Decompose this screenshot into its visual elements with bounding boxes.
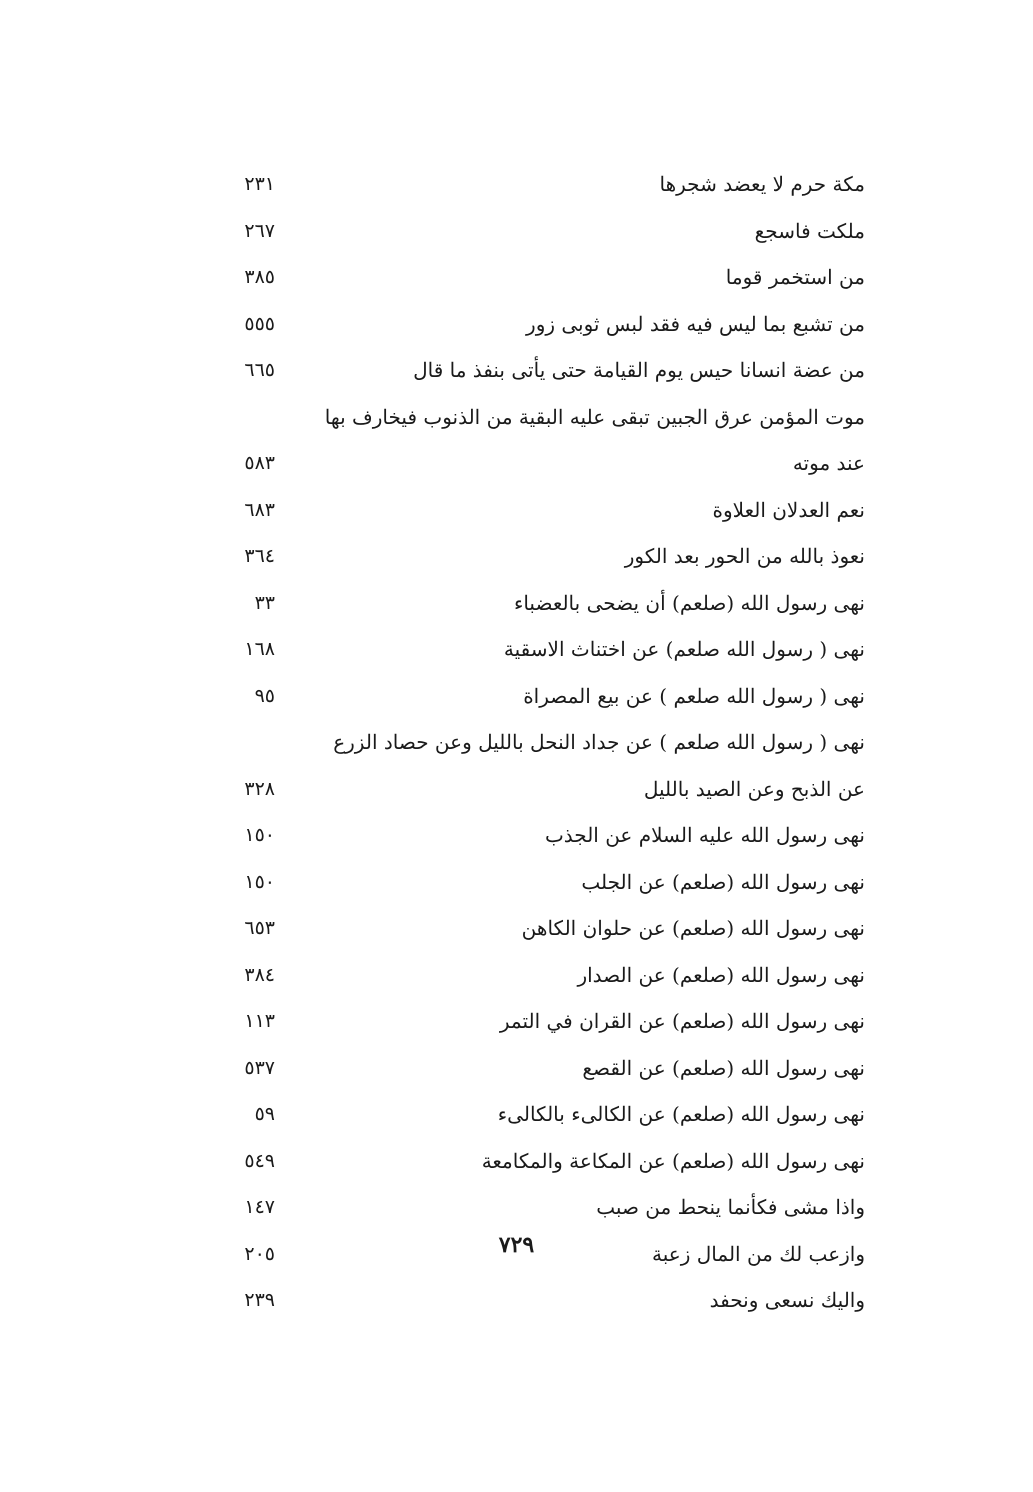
index-entry (215, 1047, 865, 1094)
entry-text: نهى ( رسول الله صلعم) عن اختناث الاسقية (503, 637, 865, 661)
index-entry (215, 396, 865, 443)
page-number: ٧٢٩ (498, 1232, 535, 1258)
entry-page-number: ٢٣٩ (244, 1289, 275, 1311)
entry-text: من عضة انسانا حيس يوم القيامة حتى يأتى بنفذ ما قال (413, 358, 865, 382)
index-entry (215, 861, 865, 908)
entry-text: موت المؤمن عرق الجبين تبقى عليه البقية من الذنوب فيخارف بها (324, 404, 865, 429)
entry-page-number: ٢٦٧ (244, 219, 275, 242)
entry-page-number: ٣٢٨ (244, 777, 275, 800)
entry-text: عن الذبح وعن الصيد بالليل (643, 776, 865, 801)
entry-text: نهى رسول الله (صلعم) عن الكالىء بالكالىء (497, 1102, 865, 1126)
index-entry (215, 907, 865, 954)
entry-page-number: ٥٨٣ (244, 452, 275, 474)
entry-text: نهى ( رسول الله صلعم ) عن جداد النحل بالليل وعن حصاد الزرع (333, 730, 865, 754)
index-entry (215, 489, 865, 536)
entry-text: ملكت فاسجع (754, 218, 865, 243)
entry-text: مكة حرم لا يعضد شجرها (659, 172, 865, 196)
entry-text: من تشبع بما ليس فيه فقد لبس ثوبى زور (526, 311, 865, 336)
entry-page-number: ٦٦٥ (244, 359, 275, 381)
entry-text: نهى رسول الله (صلعم) عن الصدار (577, 962, 865, 987)
entry-page-number: ٢٠٥ (244, 1242, 275, 1265)
index-entry (215, 1093, 865, 1140)
entry-page-number: ٥٤٩ (244, 1149, 275, 1172)
index-entry (215, 256, 865, 303)
entry-page-number: ٥٥٥ (244, 312, 275, 335)
index-entry (215, 814, 865, 861)
entry-page-number: ٥٩ (254, 1103, 275, 1125)
index-entry (215, 628, 865, 675)
index-entry (215, 210, 865, 257)
index-entry (215, 582, 865, 629)
index-entry (215, 768, 865, 815)
entry-page-number: ٣٨٤ (244, 963, 275, 986)
entry-text: واذا مشى فكأنما ينحط من صبب (596, 1195, 865, 1219)
index-entry (215, 535, 865, 582)
entry-text: نعم العدلان العلاوة (712, 497, 865, 522)
entry-page-number: ٣٣ (254, 591, 275, 614)
index-entry (215, 954, 865, 1001)
index-entry (215, 1000, 865, 1047)
entry-page-number: ١٥٠ (244, 870, 275, 893)
index-entry (215, 675, 865, 722)
index-entry (215, 349, 865, 396)
entry-text: نهى ( رسول الله صلعم ) عن بيع المصراة (523, 683, 865, 708)
entry-text: نهى رسول الله (صلعم) عن القران في التمر (499, 1009, 865, 1033)
index-entry (215, 1140, 865, 1187)
entry-text: واليك نسعى ونحفد (709, 1288, 865, 1312)
index-entry (215, 1186, 865, 1233)
entry-text: وازعب لك من المال زعبة (652, 1241, 865, 1266)
index-entry (215, 442, 865, 489)
entry-page-number: ١٤٧ (244, 1196, 275, 1218)
entry-page-number: ٦٥٣ (244, 917, 275, 939)
entry-page-number: ٢٣١ (244, 173, 275, 195)
entry-text: نعوذ بالله من الحور بعد الكور (624, 544, 865, 568)
entry-page-number: ١٥٠ (244, 824, 275, 846)
entry-text: نهى رسول الله (صلعم) عن القصع (582, 1055, 865, 1080)
entry-page-number: ٦٨٣ (244, 498, 275, 521)
index-list (215, 163, 865, 1326)
index-entry (215, 163, 865, 210)
entry-text: من استخمر قوما (725, 265, 865, 289)
entry-page-number: ١٦٨ (244, 638, 275, 660)
entry-text: نهى رسول الله عليه السلام عن الجذب (544, 823, 865, 847)
index-entry (215, 721, 865, 768)
entry-page-number: ٣٨٥ (244, 266, 275, 288)
entry-text: نهى رسول الله (صلعم) عن حلوان الكاهن (521, 916, 865, 940)
index-entry (215, 303, 865, 350)
entry-text: عند موته (792, 451, 865, 475)
entry-text: نهى رسول الله (صلعم) عن الجلب (581, 869, 865, 894)
entry-page-number: ٥٣٧ (244, 1056, 275, 1079)
index-entry (215, 1279, 865, 1326)
entry-text: نهى رسول الله (صلعم) أن يضحى بالعضباء (513, 590, 865, 615)
entry-page-number: ٣٦٤ (244, 545, 275, 567)
entry-text: نهى رسول الله (صلعم) عن المكاعة والمكامعة (481, 1148, 865, 1173)
entry-page-number: ١١٣ (244, 1010, 275, 1032)
entry-page-number: ٩٥ (254, 684, 275, 707)
